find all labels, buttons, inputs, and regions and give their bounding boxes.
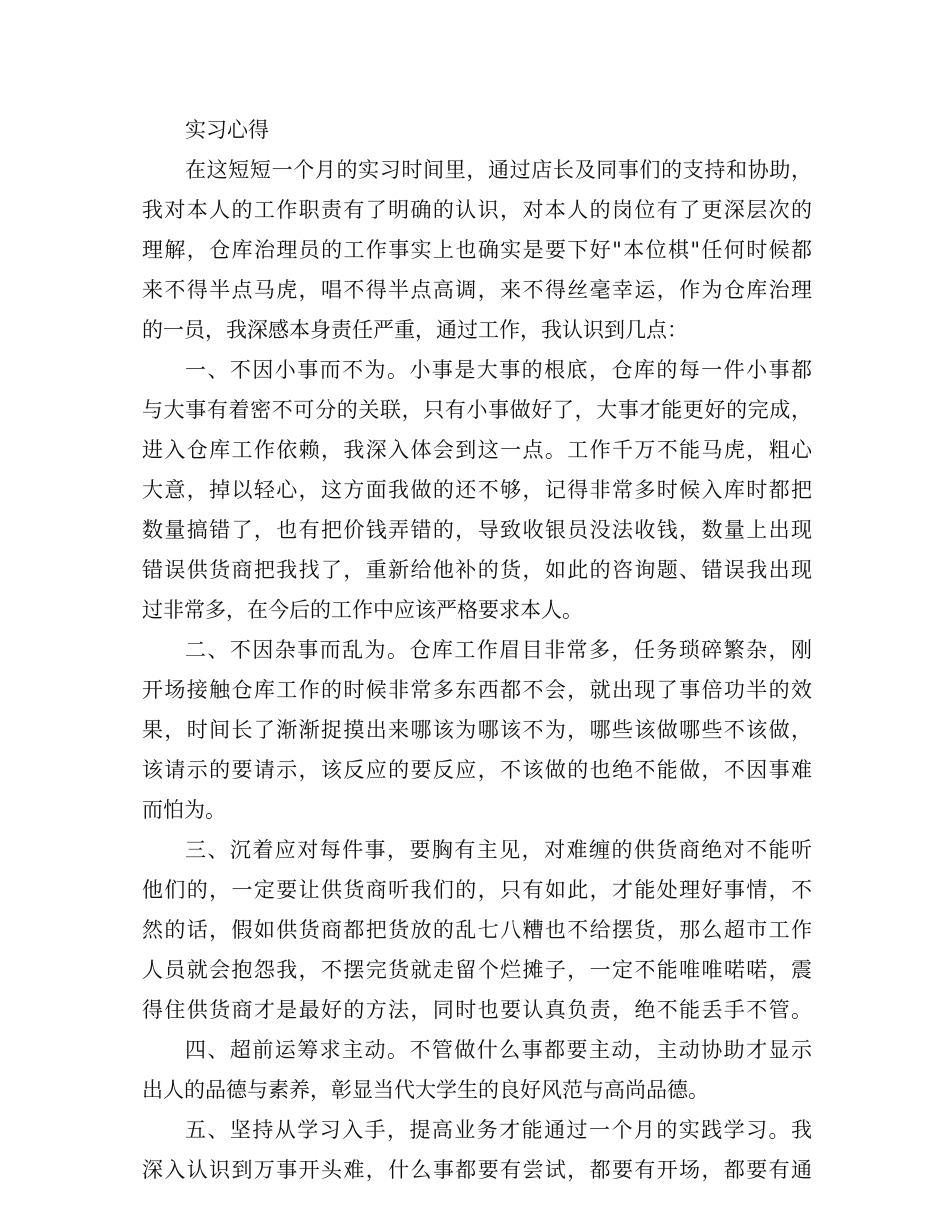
paragraph-line: 然的话，假如供货商都把货放的乱七八糟也不给摆货，那么超市工作 (142, 918, 812, 942)
paragraph-line: 一、不因小事而不为。小事是大事的根底，仓库的每一件小事都 (185, 358, 812, 382)
paragraph-line: 大意，掉以轻心，这方面我做的还不够，记得非常多时候入库时都把 (142, 478, 812, 502)
paragraph-line: 五、坚持从学习入手，提高业务才能通过一个月的实践学习。我 (185, 1118, 812, 1142)
paragraph-line: 得住供货商才是最好的方法，同时也要认真负责，绝不能丢手不管。 (142, 998, 812, 1022)
paragraph-line: 过非常多，在今后的工作中应该严格要求本人。 (142, 598, 583, 622)
paragraph-line: 深入认识到万事开头难，什么事都要有尝试，都要有开场，都要有通 (142, 1158, 812, 1182)
paragraph-line: 与大事有着密不可分的关联，只有小事做好了，大事才能更好的完成， (142, 398, 812, 422)
paragraph-line: 我对本人的工作职责有了明确的认识，对本人的岗位有了更深层次的 (142, 198, 812, 222)
paragraph-line: 三、沉着应对每件事，要胸有主见，对难缠的供货商绝对不能听 (185, 838, 812, 862)
paragraph-line: 进入仓库工作依赖，我深入体会到这一点。工作千万不能马虎，粗心 (142, 438, 812, 462)
paragraph-line: 理解，仓库治理员的工作事实上也确实是要下好"本位棋"任何时候都 (142, 238, 812, 262)
document-title: 实习心得 (185, 118, 269, 142)
paragraph-line: 开场接触仓库工作的时候非常多东西都不会，就出现了事倍功半的效 (142, 678, 812, 702)
paragraph-line: 在这短短一个月的实习时间里，通过店长及同事们的支持和协助， (185, 158, 812, 182)
paragraph-line: 果，时间长了渐渐捉摸出来哪该为哪该不为，哪些该做哪些不该做， (142, 718, 812, 742)
paragraph-line: 来不得半点马虎，唱不得半点高调，来不得丝毫幸运，作为仓库治理 (142, 278, 812, 302)
paragraph-line: 二、不因杂事而乱为。仓库工作眉目非常多，任务琐碎繁杂，刚 (185, 638, 812, 662)
paragraph-line: 四、超前运筹求主动。不管做什么事都要主动，主动协助才显示 (185, 1038, 812, 1062)
paragraph-line: 人员就会抱怨我，不摆完货就走留个烂摊子，一定不能唯唯喏喏，震 (142, 958, 812, 982)
paragraph-line: 数量搞错了，也有把价钱弄错的，导致收银员没法收钱，数量上出现 (142, 518, 812, 542)
paragraph-line: 错误供货商把我找了，重新给他补的货，如此的咨询题、错误我出现 (142, 558, 812, 582)
paragraph-line: 出人的品德与素养，彰显当代大学生的良好风范与高尚品德。 (142, 1078, 709, 1102)
paragraph-line: 他们的，一定要让供货商听我们的，只有如此，才能处理好事情，不 (142, 878, 812, 902)
paragraph-line: 的一员，我深感本身责任严重，通过工作，我认识到几点： (142, 318, 688, 342)
paragraph-line: 而怕为。 (142, 798, 226, 822)
paragraph-line: 该请示的要请示，该反应的要反应，不该做的也绝不能做，不因事难 (142, 758, 812, 782)
